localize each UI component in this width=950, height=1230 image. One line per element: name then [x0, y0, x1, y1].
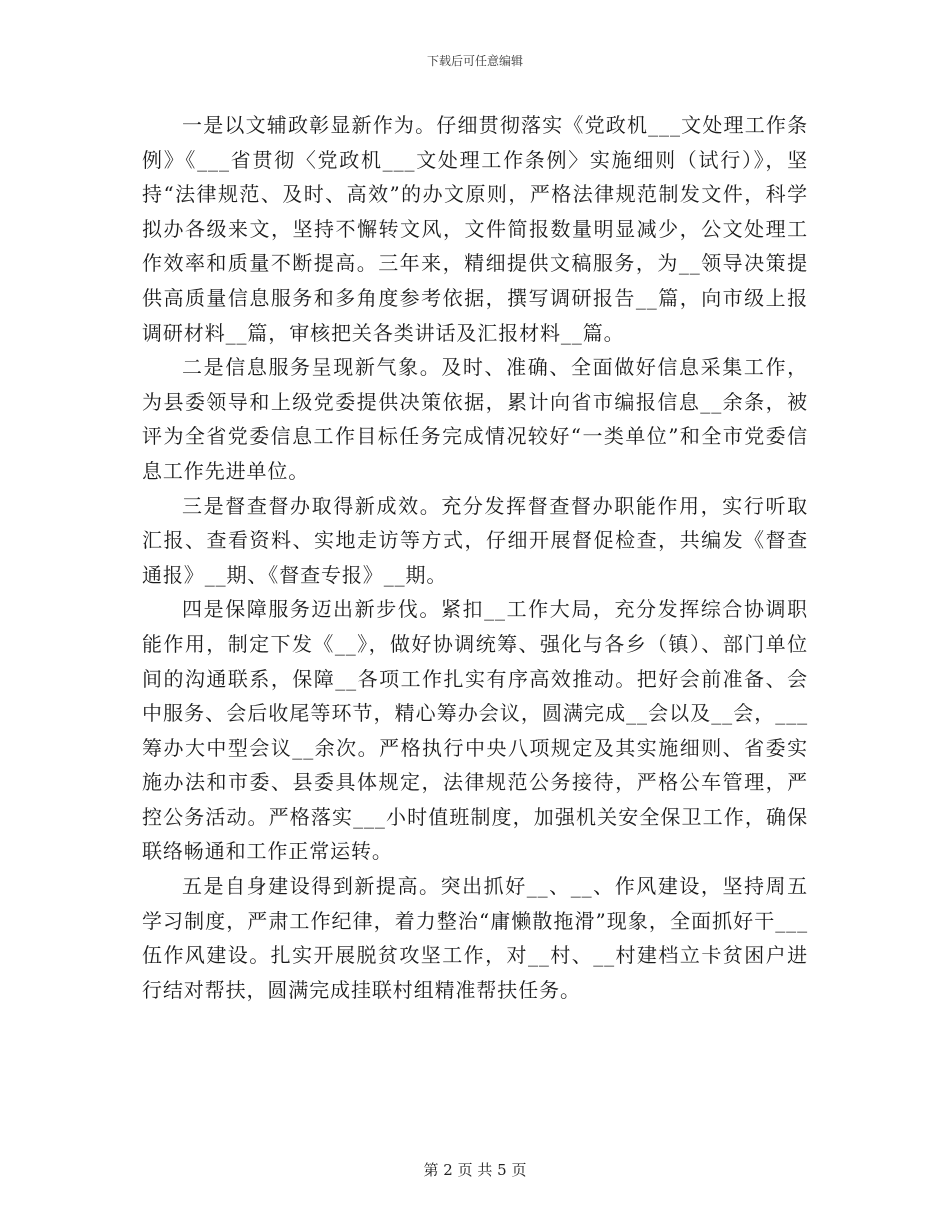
paragraph-4: 四是保障服务迈出新步伐。紧扣__工作大局，充分发挥综合协调职能作用，制定下发《__》，做好协调统筹、强化与各乡（镇）、部门单位间的沟通联系，保障__各项工作扎实有序高效推动。把好会前准备、会中服务、会后收尾等环节，精心筹办会议，圆满完成__会以及__会，___筹办大中型会议__余次。严格执行中央八项规定及其实施细则、省委实施办法和市委、县委具体规定，法律规范公务接待，严格公车管理，严控公务活动。严格落实___小时值班制度，加强机关安全保卫工作，确保联络畅通和工作正常运转。 [142, 597, 808, 864]
page-header-note: 下载后可任意编辑 [426, 54, 523, 68]
paragraph-3: 三是督查督办取得新成效。充分发挥督查督办职能作用，实行听取汇报、查看资料、实地走访等方式，仔细开展督促检查，共编发《督查通报》__期、《督查专报》__期。 [142, 493, 808, 587]
page-number: 第 2 页 共 5 页 [423, 1161, 527, 1179]
paragraph-5: 五是自身建设得到新提高。突出抓好__、__、作风建设，坚持周五学习制度，严肃工作纪律，着力整治“庸懒散拖滑”现象，全面抓好干___伍作风建设。扎实开展脱贫攻坚工作，对__村、__村建档立卡贫困户进行结对帮扶，圆满完成挂联村组精准帮扶任务。 [142, 874, 808, 1002]
paragraph-2: 二是信息服务呈现新气象。及时、准确、全面做好信息采集工作，为县委领导和上级党委提供决策依据，累计向省市编报信息__余条，被评为全省党委信息工作目标任务完成情况较好“一类单位”和全市党委信息工作先进单位。 [142, 355, 808, 483]
document-body [142, 108, 808, 1007]
paragraph-1: 一是以文辅政彰显新作为。仔细贯彻落实《党政机___文处理工作条例》《___省贯彻〈党政机___文处理工作条例〉实施细则（试行）》，坚持“法律规范、及时、高效”的办文原则，严格法律规范制发文件，科学拟办各级来文，坚持不懈转文风，文件简报数量明显减少，公文处理工作效率和质量不断提高。三年来，精细提供文稿服务，为__领导决策提供高质量信息服务和多角度参考依据，撰写调研报告__篇，向市级上报调研材料__篇，审核把关各类讲话及汇报材料__篇。 [142, 113, 808, 345]
